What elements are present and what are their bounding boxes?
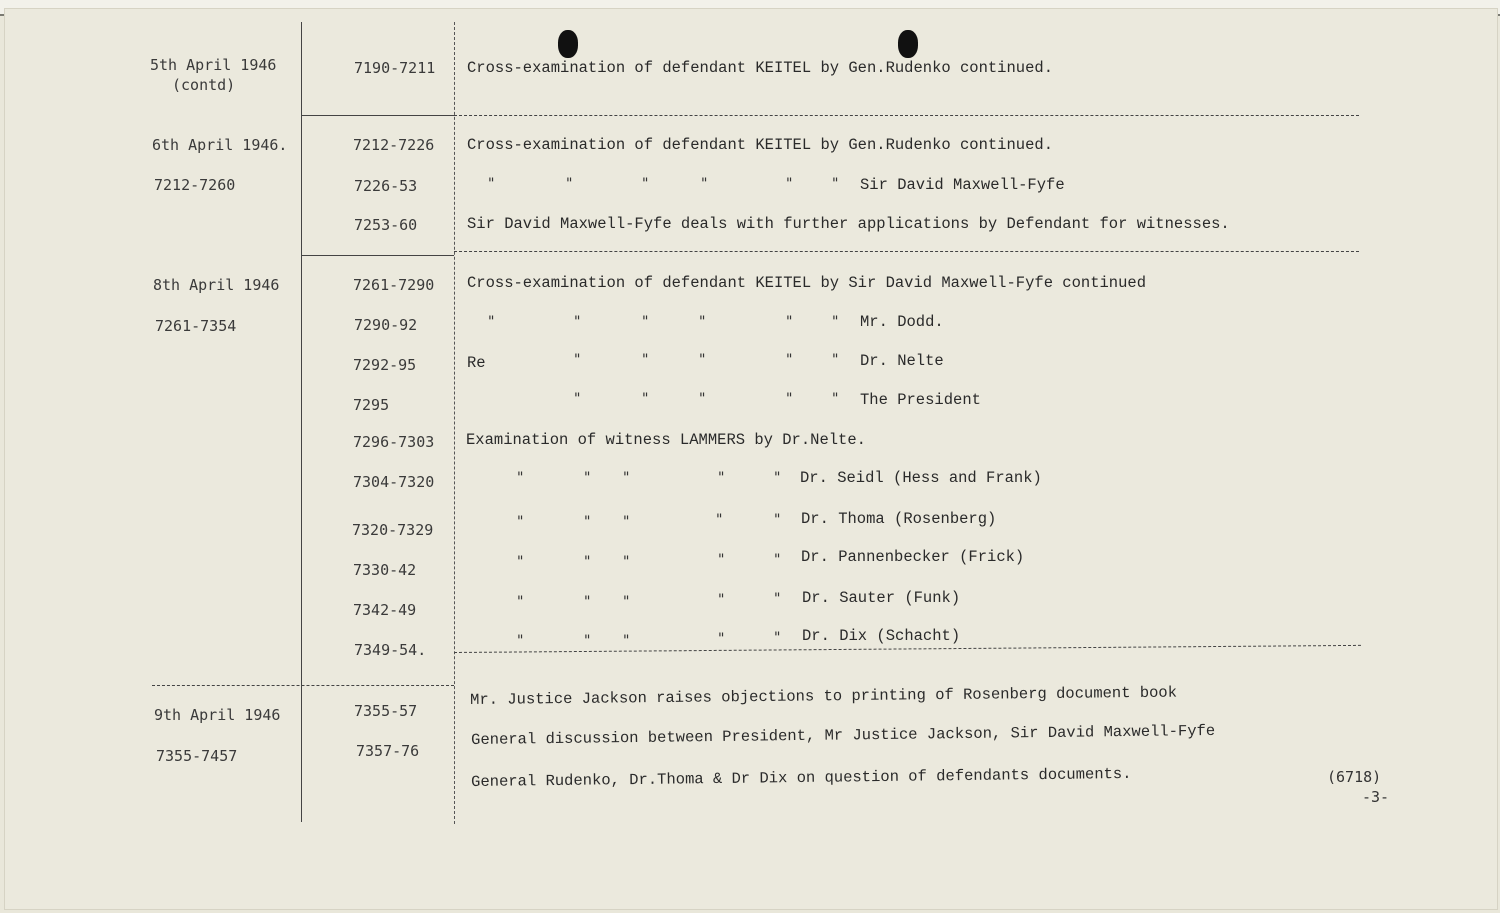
transcript-range: 7212-7260	[154, 176, 236, 194]
entry-description: Sir David Maxwell-Fyfe	[860, 176, 1065, 194]
page-range: 7357-76	[356, 742, 420, 760]
date-entry: 5th April 1946	[150, 56, 277, 74]
ditto-mark: "	[622, 554, 631, 570]
document-reference: (6718)	[1327, 768, 1382, 786]
entry-description: General Rudenko, Dr.Thoma & Dr Dix on question of defendants documents.	[471, 764, 1132, 791]
transcript-range: 7355-7457	[156, 747, 238, 765]
ditto-mark: "	[698, 391, 707, 407]
page-range: 7190-7211	[354, 59, 436, 77]
ditto-mark: "	[622, 514, 631, 530]
ditto-mark: "	[622, 633, 631, 649]
entry-description: Dr. Dix (Schacht)	[802, 627, 961, 645]
page-range: 7226-53	[354, 177, 418, 195]
ditto-mark: "	[717, 631, 726, 647]
ditto-mark: "	[641, 391, 650, 407]
date-entry: 8th April 1946	[153, 276, 280, 294]
page-range: 7304-7320	[353, 473, 435, 491]
ditto-mark: "	[641, 352, 650, 368]
ditto-mark: "	[622, 470, 631, 486]
entry-description: The President	[860, 391, 981, 409]
page-range: 7296-7303	[353, 433, 435, 451]
separator-1b	[454, 115, 1359, 116]
ditto-mark: "	[516, 470, 525, 486]
ditto-mark: "	[785, 391, 794, 407]
page-range: 7212-7226	[353, 136, 435, 154]
separator-2b	[454, 251, 1359, 252]
entry-description: Cross-examination of defendant KEITEL by Gen.Rudenko continued.	[467, 59, 1053, 77]
ditto-mark: "	[831, 391, 840, 407]
ditto-mark: "	[573, 391, 582, 407]
ditto-mark: "	[717, 470, 726, 486]
entry-prefix: Re	[467, 354, 486, 372]
transcript-range: 7261-7354	[155, 317, 237, 335]
ditto-mark: "	[583, 470, 592, 486]
entry-description: Sir David Maxwell-Fyfe deals with further applications by Defendant for witnesses.	[467, 215, 1230, 233]
page-range: 7295	[353, 396, 390, 414]
separator-2a	[301, 255, 454, 256]
ditto-mark: "	[785, 176, 794, 192]
ditto-mark: "	[773, 591, 782, 607]
ditto-mark: "	[785, 314, 794, 330]
ditto-mark: "	[773, 470, 782, 486]
ditto-mark: "	[516, 594, 525, 610]
page-range: 7349-54.	[354, 641, 427, 659]
page-range: 7320-7329	[352, 521, 434, 539]
punch-hole-left	[558, 30, 578, 58]
ditto-mark: "	[516, 633, 525, 649]
ditto-mark: "	[641, 314, 650, 330]
ditto-mark: "	[700, 176, 709, 192]
ditto-mark: "	[773, 552, 782, 568]
entry-description: General discussion between President, Mr Justice Jackson, Sir David Maxwell-Fyfe	[471, 721, 1216, 749]
ditto-mark: "	[622, 594, 631, 610]
entry-description: Examination of witness LAMMERS by Dr.Nelte.	[466, 431, 866, 449]
ditto-mark: "	[583, 554, 592, 570]
page-range: 7330-42	[353, 561, 417, 579]
date-entry: 6th April 1946.	[152, 136, 288, 154]
ditto-mark: "	[583, 594, 592, 610]
ditto-mark: "	[698, 352, 707, 368]
entry-description: Cross-examination of defendant KEITEL by Sir David Maxwell-Fyfe continued	[467, 274, 1147, 292]
entry-description: Dr. Nelte	[860, 352, 944, 370]
ditto-mark: "	[717, 552, 726, 568]
page-range: 7253-60	[354, 216, 418, 234]
ditto-mark: "	[773, 630, 782, 646]
entry-description: Cross-examination of defendant KEITEL by Gen.Rudenko continued.	[467, 136, 1053, 154]
column-rule-2	[454, 22, 455, 824]
ditto-mark: "	[487, 176, 496, 192]
ditto-mark: "	[583, 633, 592, 649]
entry-description: Dr. Seidl (Hess and Frank)	[800, 469, 1042, 487]
page-range: 7292-95	[353, 356, 417, 374]
ditto-mark: "	[785, 352, 794, 368]
entry-description: Mr. Dodd.	[860, 313, 944, 331]
ditto-mark: "	[565, 176, 574, 192]
punch-hole-right	[898, 30, 918, 58]
ditto-mark: "	[831, 176, 840, 192]
column-rule-1	[301, 22, 302, 822]
entry-description: Dr. Sauter (Funk)	[802, 589, 961, 607]
separator-1a	[301, 115, 454, 116]
page-number: -3-	[1362, 788, 1390, 806]
date-entry: 9th April 1946	[154, 706, 281, 724]
ditto-mark: "	[831, 352, 840, 368]
entry-description: Dr. Thoma (Rosenberg)	[801, 510, 997, 528]
ditto-mark: "	[715, 512, 724, 528]
ditto-mark: "	[583, 514, 592, 530]
entry-description: Dr. Pannenbecker (Frick)	[801, 548, 1025, 566]
date-contd: (contd)	[172, 76, 236, 94]
page-range: 7342-49	[353, 601, 417, 619]
ditto-mark: "	[487, 314, 496, 330]
page-range: 7355-57	[354, 702, 418, 720]
ditto-mark: "	[641, 176, 650, 192]
ditto-mark: "	[573, 314, 582, 330]
ditto-mark: "	[698, 314, 707, 330]
ditto-mark: "	[516, 514, 525, 530]
separator-3a	[152, 685, 454, 686]
page-range: 7290-92	[354, 316, 418, 334]
ditto-mark: "	[516, 554, 525, 570]
ditto-mark: "	[831, 314, 840, 330]
page-range: 7261-7290	[353, 276, 435, 294]
ditto-mark: "	[573, 352, 582, 368]
ditto-mark: "	[717, 592, 726, 608]
ditto-mark: "	[773, 512, 782, 528]
entry-description: Mr. Justice Jackson raises objections to printing of Rosenberg document book	[470, 683, 1178, 709]
